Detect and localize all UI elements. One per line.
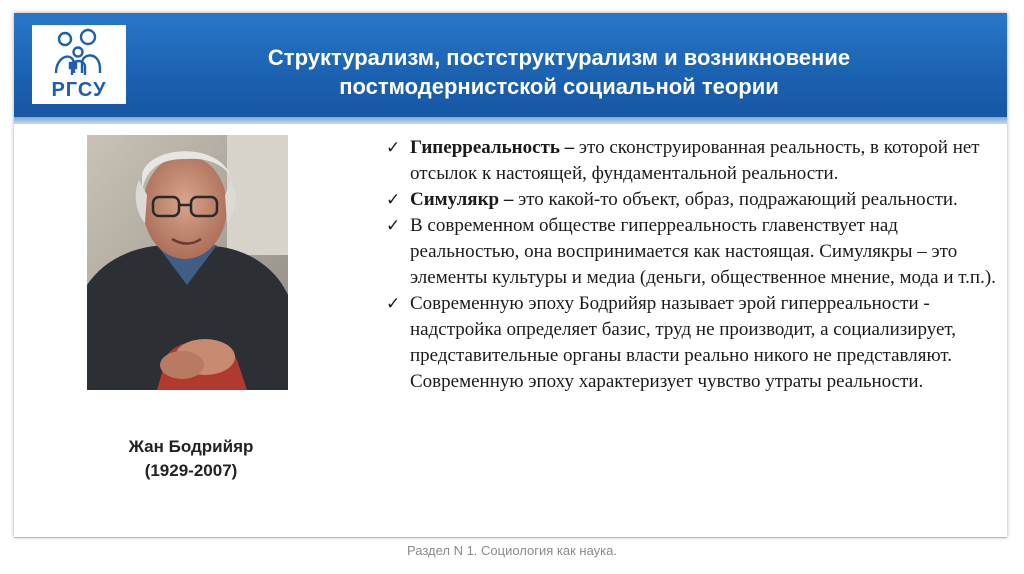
portrait-name: Жан Бодрийяр — [128, 437, 254, 456]
bullet-term: Гиперреальность – — [410, 137, 575, 158]
bullet-item — [384, 213, 999, 291]
bullet-term: Симулякр – — [410, 189, 514, 210]
bullet-list — [384, 135, 999, 395]
family-figures-icon — [32, 25, 126, 81]
slide-title — [214, 43, 904, 101]
bullet-text: это какой-то объект, образ, подражающий реальности. — [513, 189, 958, 210]
slide — [14, 13, 1007, 537]
logo-text: РГСУ — [51, 79, 107, 101]
portrait-photo — [87, 135, 288, 390]
checkmark-icon: ✓ — [386, 190, 401, 210]
portrait-caption — [76, 435, 306, 483]
footer-text: Раздел N 1. Социология как наука. — [407, 543, 617, 558]
footer-divider — [14, 537, 1007, 538]
bullet-text: это сконструированная реальность, в которой нет отсылок к настоящей, фундаментальной реальности. — [410, 137, 980, 184]
title-line-1: Структурализм, постструктурализм и возникновение — [267, 45, 851, 70]
bullet-item — [384, 135, 999, 187]
checkmark-icon: ✓ — [386, 216, 401, 236]
header-band — [14, 13, 1007, 117]
bullet-text: В современном обществе гиперреальность главенствует над реальностью, она воспринимается как настоящая. Симулякры – это элементы культуры и медиа (деньги, общественное мнение, мода и т.п.). — [410, 215, 996, 288]
checkmark-icon: ✓ — [386, 138, 401, 158]
bullet-item — [384, 187, 999, 213]
portrait-years: (1929-2007) — [144, 461, 238, 480]
portrait-illustration — [87, 135, 288, 390]
title-line-2: постмодернистской социальной теории — [339, 74, 779, 99]
bullet-text: Современную эпоху Бодрийяр называет эрой гиперреальности - надстройка определяет базис, труд не производит, а социализирует, представительные органы власти реально никого не представляют. Современную эпоху характеризует чувство утраты реальности. — [410, 293, 957, 392]
university-logo — [32, 25, 126, 104]
checkmark-icon: ✓ — [386, 294, 401, 314]
header-stripe — [14, 117, 1007, 124]
bullet-item — [384, 291, 999, 395]
